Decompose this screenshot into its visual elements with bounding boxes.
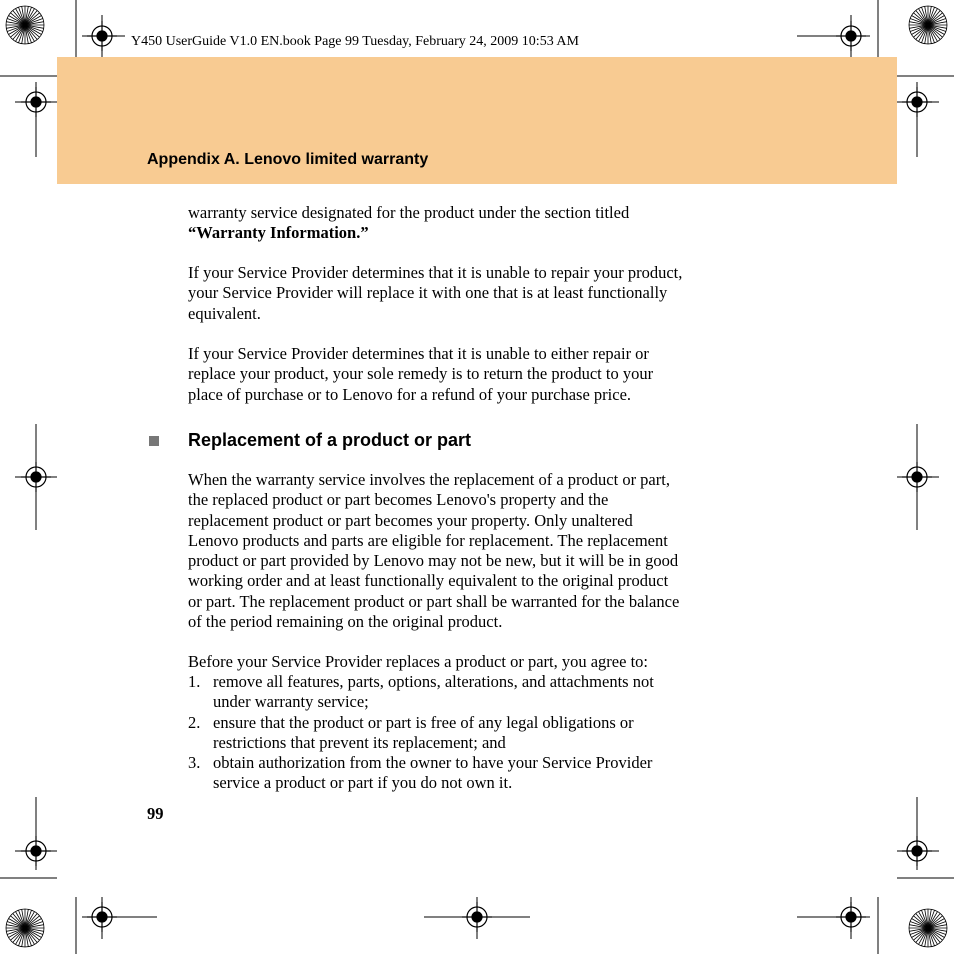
page-header-title: Appendix A. Lenovo limited warranty [147,151,429,168]
paragraph-refund [188,344,788,405]
text-line: working order and at least functionally equivalent to the original product [188,571,669,591]
text-line-bold: “Warranty Information.” [188,223,369,243]
section-bullet-icon [149,436,159,446]
list-text: restrictions that prevent its replacement; and [213,732,506,752]
text-line: replacement product or part becomes your property. Only unaltered [188,510,633,530]
paragraph-replacement-details [188,470,788,632]
text-line: of the period remaining on the original product. [188,612,503,632]
paragraph-replace [188,263,788,324]
text-line: equivalent. [188,303,261,323]
paragraph-agree [188,652,788,672]
list-text: remove all features, parts, options, alterations, and attachments not [213,672,654,691]
text-line: place of purchase or to Lenovo for a refund of your purchase price. [188,384,632,404]
list-number: 1. [188,672,201,691]
list-text: under warranty service; [213,692,369,712]
text-line: product or part provided by Lenovo may not be new, but it will be in good [188,551,679,571]
page-number: 99 [147,804,164,823]
list-text: ensure that the product or part is free of any legal obligations or [213,712,634,732]
print-slug: Y450 UserGuide V1.0 EN.book Page 99 Tuesday, February 24, 2009 10:53 AM [131,34,579,49]
text-line: the replaced product or part becomes Lenovo's property and the [188,490,609,510]
section-heading: Replacement of a product or part [188,430,472,450]
text-line: replace your product, your sole remedy is to return the product to your [188,364,654,384]
text-line: If your Service Provider determines that it is unable to repair your product, [188,263,683,282]
text-line: warranty service designated for the product under the section titled [188,203,630,222]
list-number: 2. [188,712,201,732]
text-line: or part. The replacement product or part shall be warranted for the balance [188,591,680,611]
list-text: obtain authorization from the owner to have your Service Provider [213,753,653,773]
text-line: If your Service Provider determines that it is unable to either repair or [188,344,649,363]
text-line: Lenovo products and parts are eligible for replacement. The replacement [188,530,668,550]
text-line: Before your Service Provider replaces a product or part, you agree to: [188,652,648,671]
text-line: When the warranty service involves the replacement of a product or part, [188,470,670,489]
list-number: 3. [188,753,201,773]
paragraph-warranty-service [188,203,788,244]
text-line: your Service Provider will replace it with one that is at least functionally [188,283,668,303]
list-text: service a product or part if you do not own it. [213,773,513,793]
